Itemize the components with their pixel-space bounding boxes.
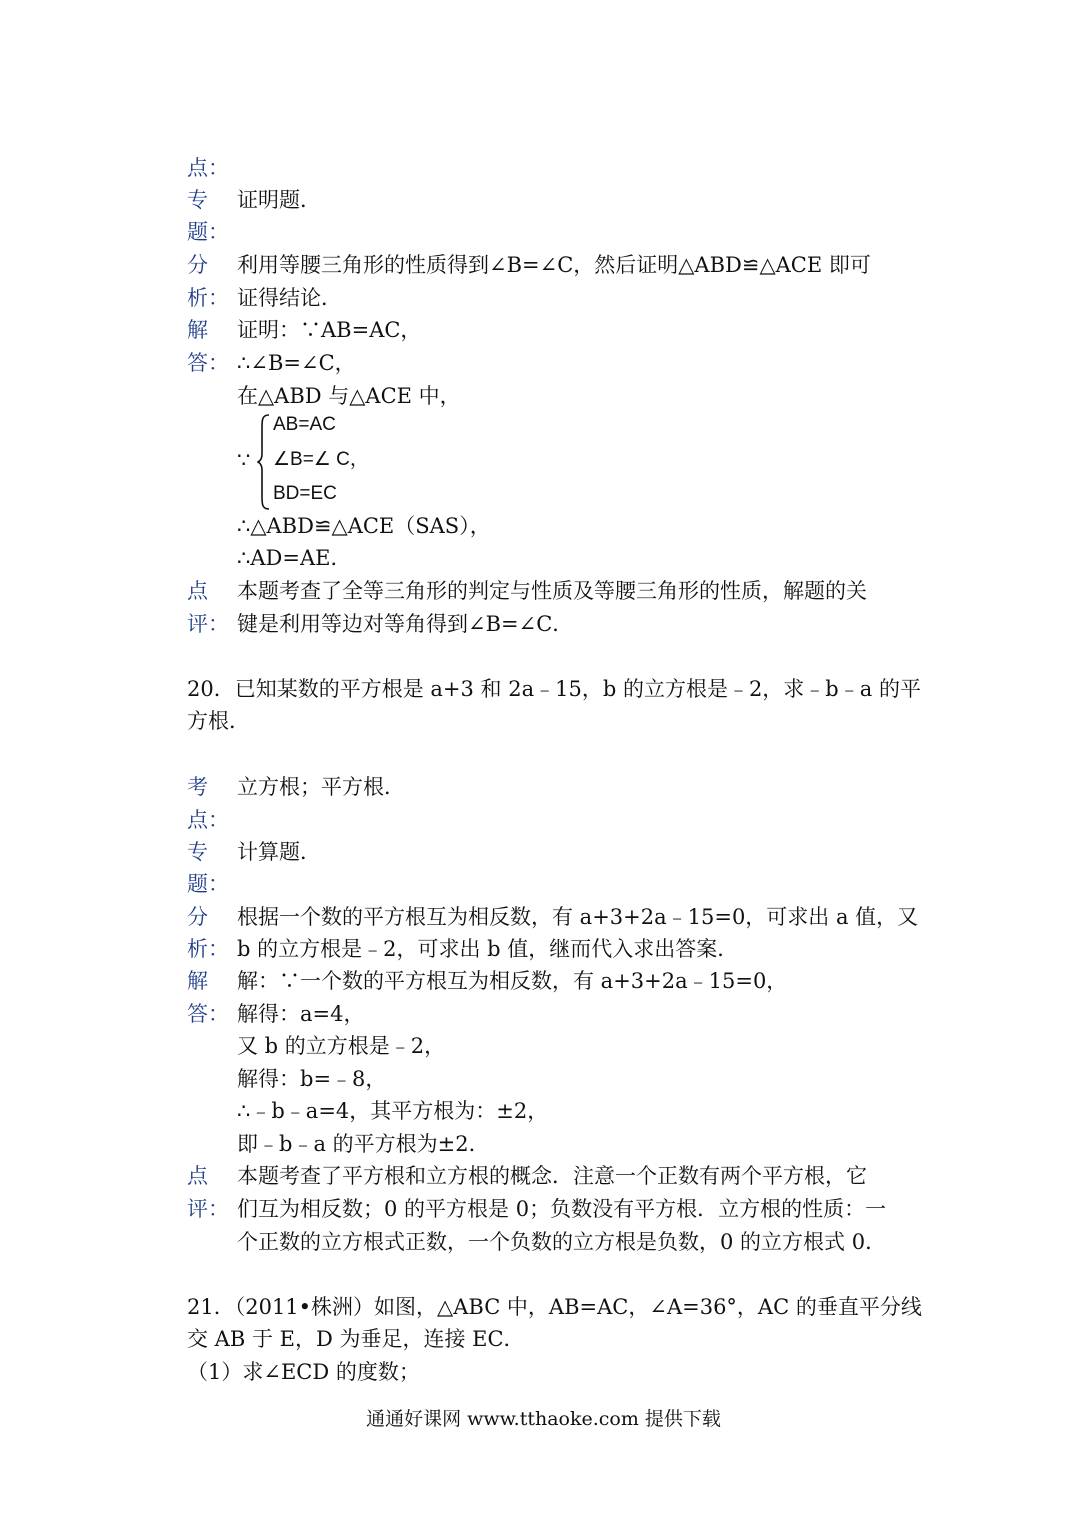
solution-line: 即﹣b﹣a 的平方根为±2． bbox=[237, 1132, 490, 1156]
solution-line: 解得：a=4， bbox=[237, 1002, 365, 1026]
label-fenxi-2: 析： bbox=[187, 286, 229, 310]
question-stem: 方根． bbox=[187, 709, 250, 733]
label-dianping-2: 评： bbox=[187, 612, 229, 636]
kaodian-text: 立方根；平方根． bbox=[237, 775, 405, 799]
since-symbol: ∵ bbox=[237, 448, 251, 472]
analysis-line: 利用等腰三角形的性质得到∠B=∠C，然后证明△ABD≌△ACE 即可 bbox=[237, 253, 871, 277]
label-kaodian-tail: 点： bbox=[187, 156, 229, 180]
analysis-line: 证得结论． bbox=[237, 286, 342, 310]
label-dianping-2: 评： bbox=[187, 1197, 229, 1221]
zhuanti-text: 计算题． bbox=[237, 840, 321, 864]
label-fenxi-1: 分 bbox=[187, 253, 208, 277]
question-stem: 21．（2011•株洲）如图，△ABC 中，AB=AC，∠A=36°，AC 的垂直平分线 bbox=[187, 1295, 922, 1319]
question-stem: 交 AB 于 E，D 为垂足，连接 EC． bbox=[187, 1327, 525, 1351]
solution-line: ∴△ABD≌△ACE（SAS）， bbox=[237, 514, 491, 538]
comment-line: 本题考查了全等三角形的判定与性质及等腰三角形的性质，解题的关 bbox=[237, 579, 867, 603]
label-zhuanti-1: 专 bbox=[187, 840, 208, 864]
page-footer: 通通好课网 www.tthaoke.com 提供下载 bbox=[366, 1408, 721, 1430]
question-part: （1）求∠ECD 的度数； bbox=[187, 1360, 420, 1384]
label-fenxi-1: 分 bbox=[187, 905, 208, 929]
solution-line: 又 b 的立方根是﹣2， bbox=[237, 1034, 446, 1058]
solution-line: 解得：b=﹣8， bbox=[237, 1067, 387, 1091]
label-zhuanti-2: 题： bbox=[187, 872, 229, 896]
label-dianping-1: 点 bbox=[187, 579, 208, 603]
analysis-line: b 的立方根是﹣2，可求出 b 值，继而代入求出答案． bbox=[237, 937, 739, 961]
solution-line: ∴AD=AE． bbox=[237, 546, 352, 570]
label-jieda-1: 解 bbox=[187, 969, 208, 993]
system-row: ∠B=∠ C， bbox=[273, 449, 369, 470]
solution-line: 证明：∵AB=AC， bbox=[237, 318, 422, 342]
solution-line: ∴﹣b﹣a=4，其平方根为：±2， bbox=[237, 1099, 549, 1123]
label-fenxi-2: 析： bbox=[187, 937, 229, 961]
solution-line: ∴∠B=∠C， bbox=[237, 351, 356, 375]
label-kaodian-2: 点： bbox=[187, 808, 229, 832]
label-jieda-2: 答： bbox=[187, 351, 229, 375]
label-dianping-1: 点 bbox=[187, 1164, 208, 1188]
label-zhuanti-2: 题： bbox=[187, 220, 229, 244]
equation-system bbox=[237, 410, 397, 514]
label-kaodian-1: 考 bbox=[187, 775, 208, 799]
system-row: BD=EC bbox=[273, 483, 337, 504]
system-row: AB=AC bbox=[273, 414, 336, 435]
left-brace-icon bbox=[257, 414, 271, 510]
question-stem: 20．已知某数的平方根是 a+3 和 2a﹣15，b 的立方根是﹣2，求﹣b﹣a 的平 bbox=[187, 677, 921, 701]
comment-line: 们互为相反数；0 的平方根是 0；负数没有平方根．立方根的性质：一 bbox=[237, 1197, 887, 1221]
label-zhuanti-1: 专 bbox=[187, 188, 208, 212]
label-jieda-1: 解 bbox=[187, 318, 208, 342]
solution-line: 解：∵一个数的平方根互为相反数，有 a+3+2a﹣15=0， bbox=[237, 969, 788, 993]
zhuanti-text: 证明题． bbox=[237, 188, 321, 212]
comment-line: 个正数的立方根式正数，一个负数的立方根是负数，0 的立方根式 0． bbox=[237, 1230, 887, 1254]
comment-line: 本题考查了平方根和立方根的概念．注意一个正数有两个平方根，它 bbox=[237, 1164, 867, 1188]
analysis-line: 根据一个数的平方根互为相反数，有 a+3+2a﹣15=0，可求出 a 值，又 bbox=[237, 905, 919, 929]
solution-line: 在△ABD 与△ACE 中， bbox=[237, 384, 461, 408]
comment-line: 键是利用等边对等角得到∠B=∠C． bbox=[237, 612, 574, 636]
label-jieda-2: 答： bbox=[187, 1002, 229, 1026]
